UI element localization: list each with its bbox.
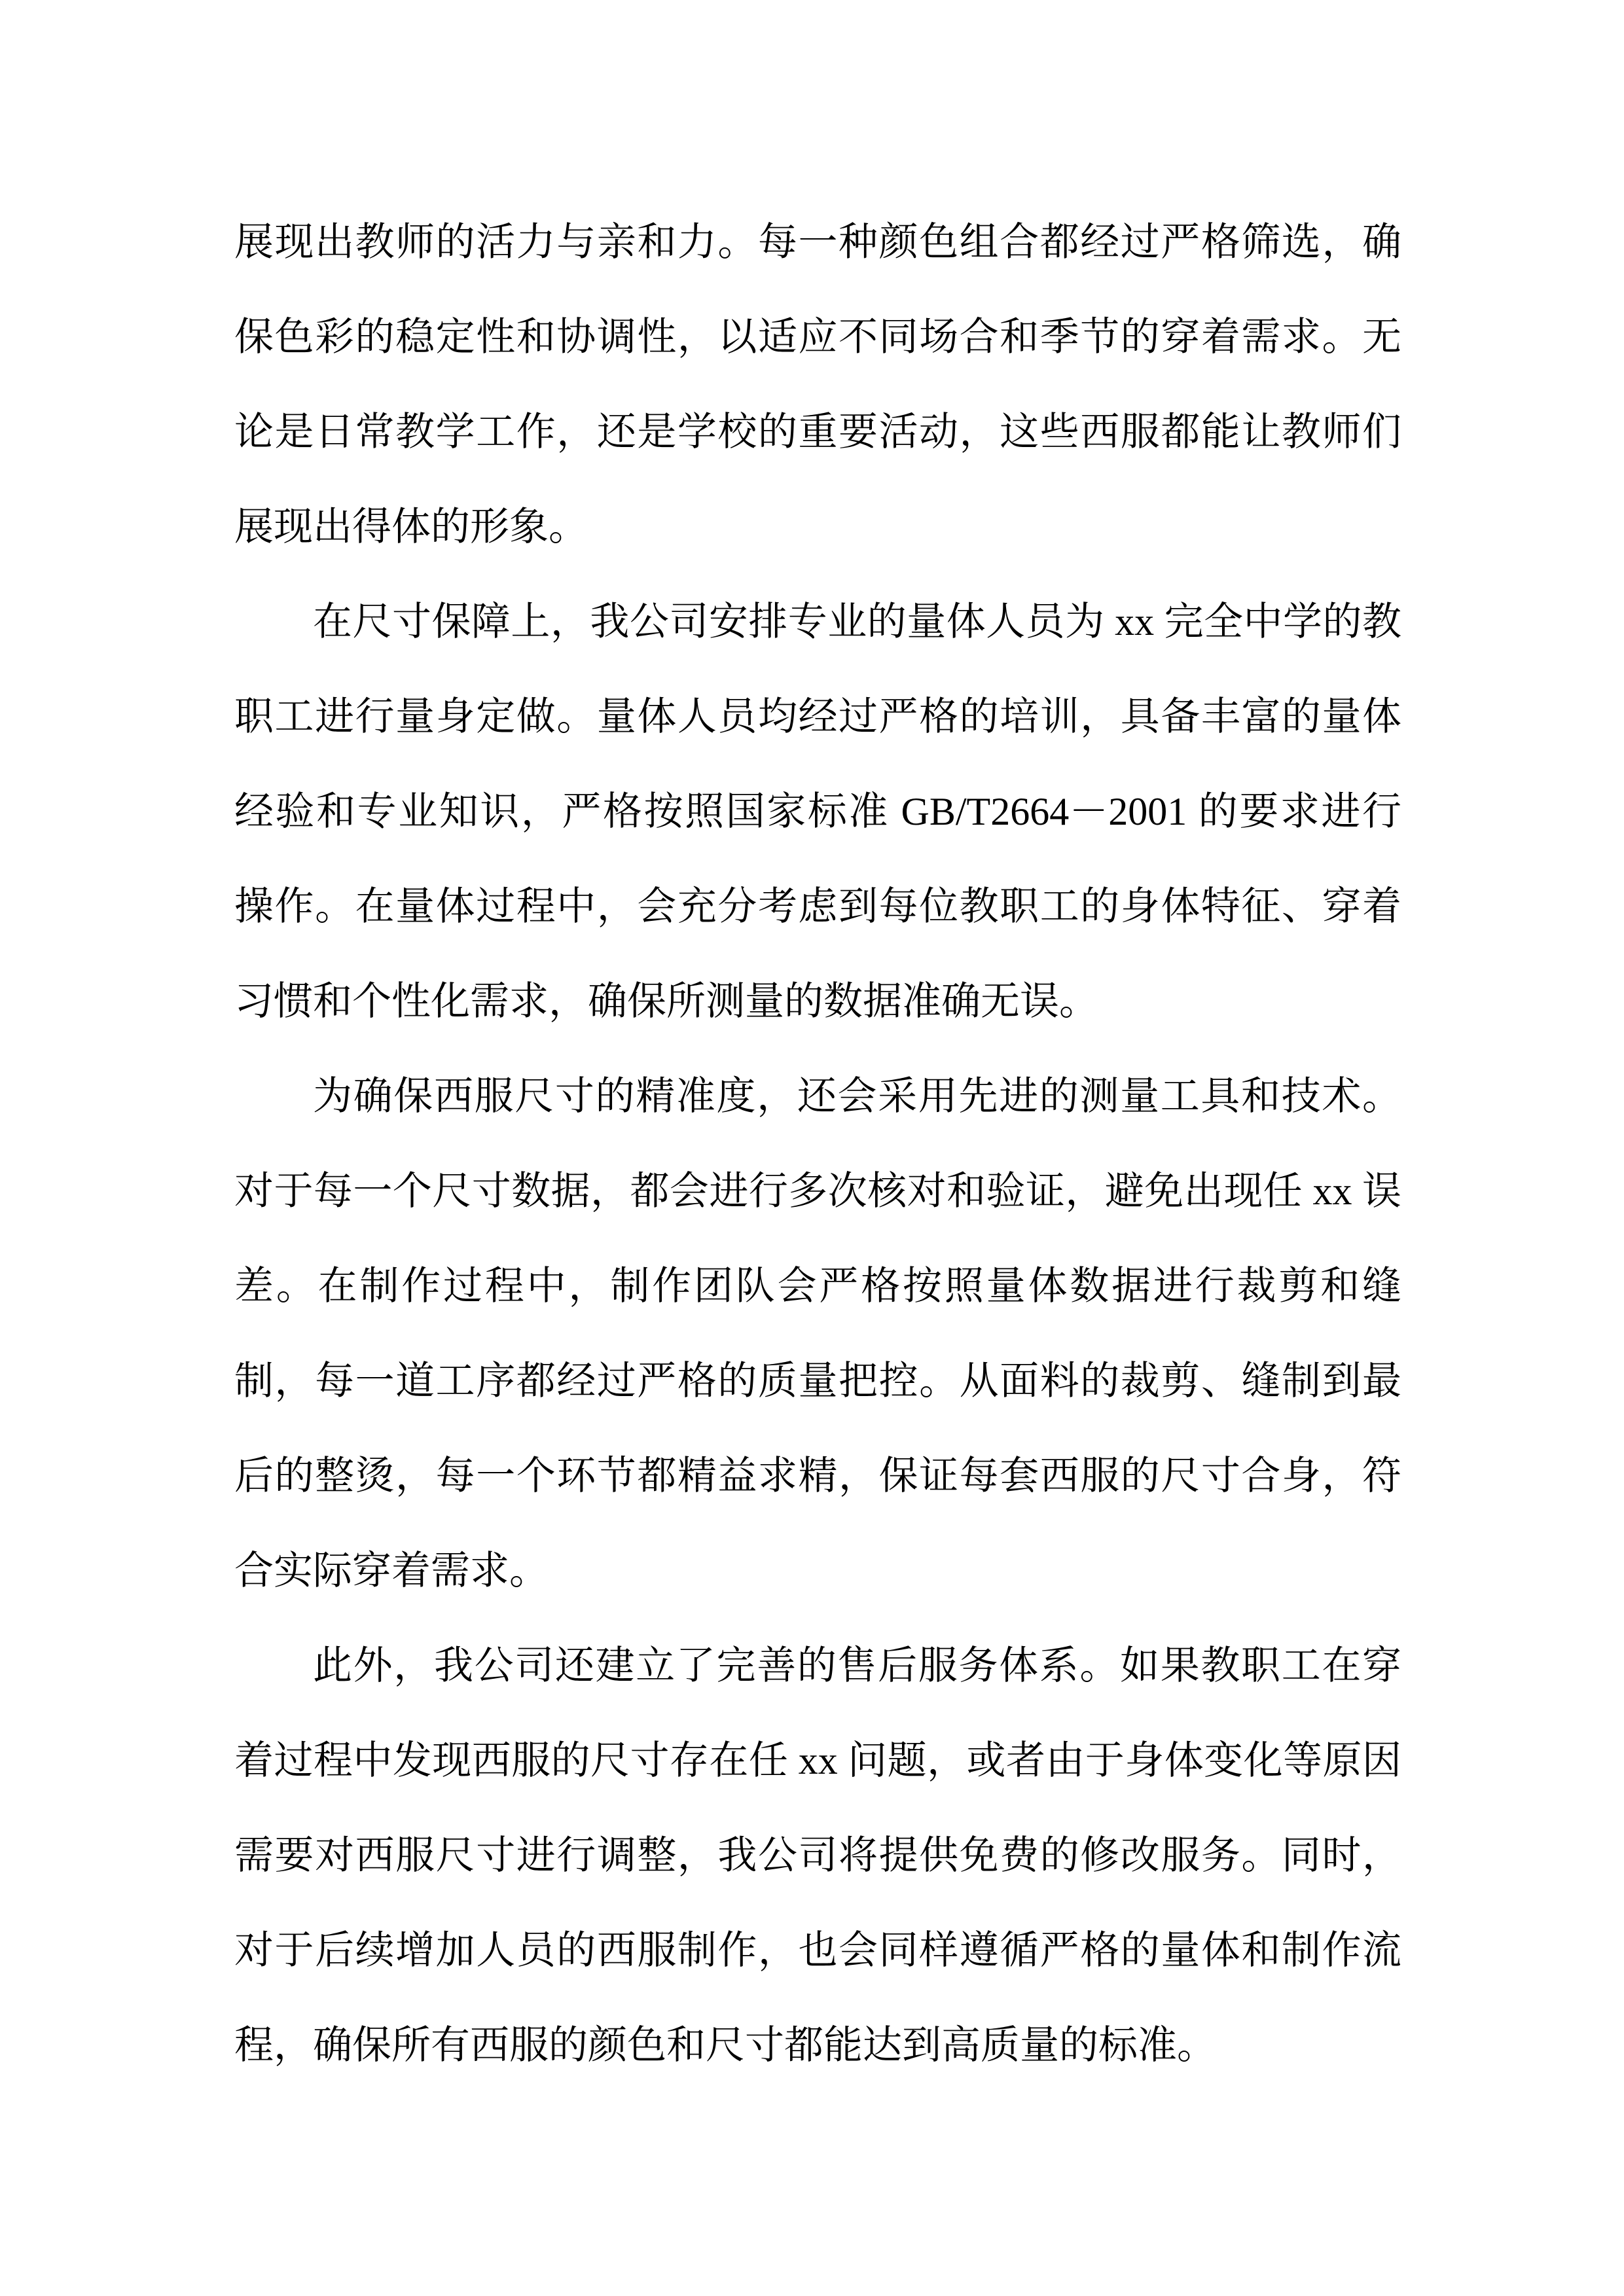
paragraph-precision-production: 为确保西服尺寸的精准度，还会采用先进的测量工具和技术。对于每一个尺寸数据，都会进行多次核对和验证，避免出现任 xx 误差。在制作过程中，制作团队会严格按照量体数据进行裁剪和缝制，每一道工序都经过严格的质量把控。从面料的裁剪、缝制到最后的整烫，每一个环节都精益求精，保证每套西服的尺寸合身，符合实际穿着需求。 — [234, 1075, 1401, 1592]
paragraph-size-guarantee: 在尺寸保障上，我公司安排专业的量体人员为 xx 完全中学的教职工进行量身定做。量体人员均经过严格的培训，具备丰富的量体经验和专业知识，严格按照国家标准 GB/T2664－2001 的要求进行操作。在量体过程中，会充分考虑到每位教职工的身体特征、穿着习惯和个性化需求，确保所测量的数据准确无误。 — [234, 600, 1401, 1023]
paragraph-color-guarantee: 展现出教师的活力与亲和力。每一种颜色组合都经过严格筛选，确保色彩的稳定性和协调性，以适应不同场合和季节的穿着需求。无论是日常教学工作，还是学校的重要活动，这些西服都能让教师们展现出得体的形象。 — [234, 221, 1401, 548]
paragraph-after-sales-service: 此外，我公司还建立了完善的售后服务体系。如果教职工在穿着过程中发现西服的尺寸存在任 xx 问题，或者由于身体变化等原因需要对西服尺寸进行调整，我公司将提供免费的修改服务。同时，对于后续增加人员的西服制作，也会同样遵循严格的量体和制作流程，确保所有西服的颜色和尺寸都能达到高质量的标准。 — [234, 1644, 1401, 2067]
